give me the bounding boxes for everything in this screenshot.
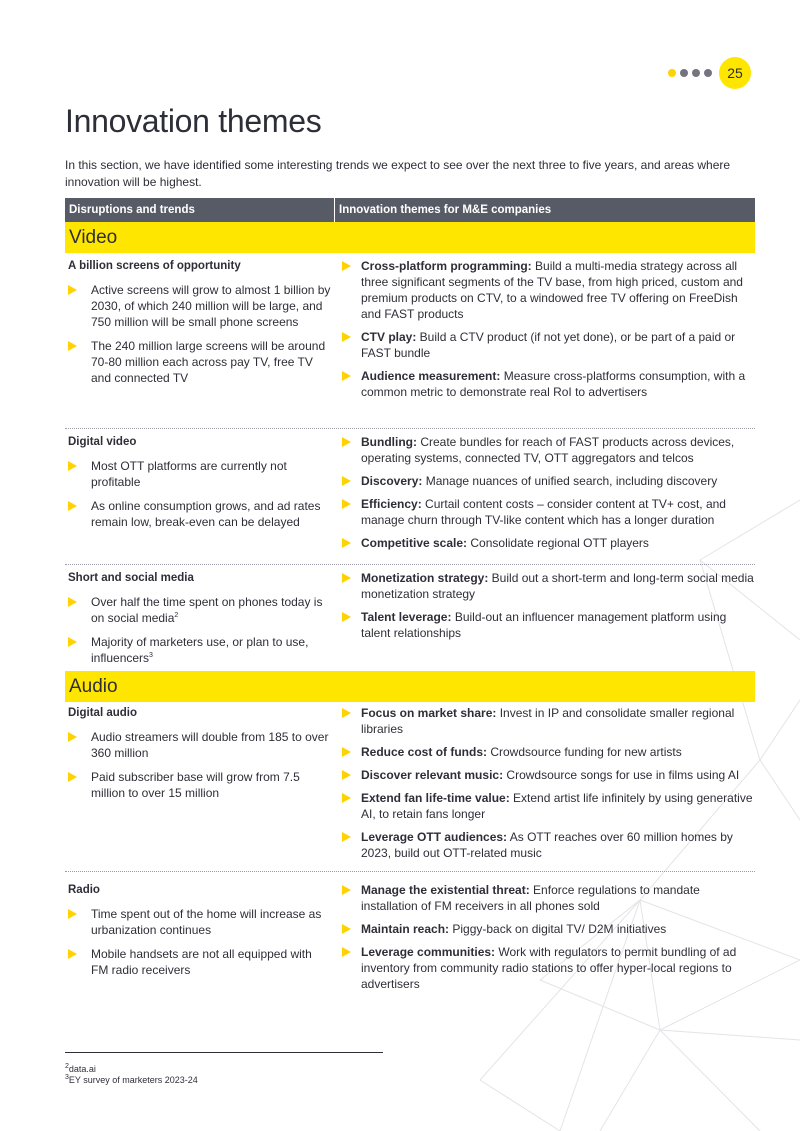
intro-paragraph: In this section, we have identified some interesting trends we expect to see over the next three to five years, and areas where innovation will be highest. [65, 158, 731, 189]
theme-item: Efficiency: Curtail content costs – consider content at TV+ cost, and manage churn through TV-like content which has a longer duration [339, 496, 755, 528]
bullet-triangle-icon [68, 949, 77, 959]
row-title: Short and social media [68, 572, 194, 584]
progress-dot [692, 69, 700, 77]
bullet-triangle-icon [68, 909, 77, 919]
trend-item: The 240 million large screens will be around 70-80 million each across pay TV, free TV and connected TV [65, 338, 331, 386]
header-innovation-themes: Innovation themes for M&E companies [339, 204, 552, 216]
table-header [65, 198, 755, 222]
footnote: $^2$data.ai [65, 1063, 96, 1074]
trend-item: Over half the time spent on phones today is on social media$^2$ [65, 594, 331, 626]
trend-item: Majority of marketers use, or plan to use, influencers$^3$ [65, 634, 331, 666]
page-indicator [668, 57, 751, 89]
footnotes [65, 1064, 198, 1086]
trend-item: Paid subscriber base will grow from 7.5 million to over 15 million [65, 769, 331, 801]
theme-item: Discover relevant music: Crowdsource songs for use in films using AI [339, 767, 755, 783]
header-disruptions: Disruptions and trends [65, 198, 335, 222]
trend-item: Time spent out of the home will increase as urbanization continues [65, 906, 331, 938]
theme-item: Extend fan life-time value: Extend artist life infinitely by using generative AI, to retain fans longer [339, 790, 755, 822]
section-video: Video [65, 222, 755, 253]
bullet-triangle-icon [68, 637, 77, 647]
trend-item: Active screens will grow to almost 1 billion by 2030, of which 240 million will be large, and 750 million will be small phone screens [65, 282, 331, 330]
table-row [65, 872, 755, 1012]
innovation-table [65, 198, 755, 1012]
progress-dot [680, 69, 688, 77]
bullet-triangle-icon [342, 261, 351, 271]
bullet-triangle-icon [342, 924, 351, 934]
theme-item: Maintain reach: Piggy-back on digital TV/ D2M initiatives [339, 921, 755, 937]
trend-item: As online consumption grows, and ad rates remain low, break-even can be delayed [65, 498, 331, 530]
trend-item: Most OTT platforms are currently not profitable [65, 458, 331, 490]
bullet-triangle-icon [68, 597, 77, 607]
bullet-triangle-icon [68, 772, 77, 782]
bullet-triangle-icon [342, 612, 351, 622]
theme-item: Leverage OTT audiences: As OTT reaches over 60 million homes by 2023, build out OTT-related music [339, 829, 755, 861]
theme-item: Manage the existential threat: Enforce regulations to mandate installation of FM receivers in all phones sold [339, 882, 755, 914]
bullet-triangle-icon [342, 708, 351, 718]
row-title: Radio [68, 884, 100, 896]
theme-item: Audience measurement: Measure cross-platforms consumption, with a common metric to demonstrate real RoI to advertisers [339, 368, 755, 400]
bullet-triangle-icon [68, 461, 77, 471]
footnote-ref: 3 [149, 652, 153, 659]
table-row [65, 253, 755, 429]
table-row [65, 565, 755, 671]
theme-item: Discovery: Manage nuances of unified search, including discovery [339, 473, 755, 489]
bullet-triangle-icon [342, 573, 351, 583]
bullet-triangle-icon [342, 885, 351, 895]
theme-item: Cross-platform programming: Build a multi-media strategy across all three significant segments of the TV base, from high priced, custom and premium products on CTV, to a windowed free TV offering on FreeDish and FAST products [339, 258, 755, 322]
footnote-divider [65, 1052, 383, 1053]
row-title: A billion screens of opportunity [68, 260, 241, 272]
theme-item: Monetization strategy: Build out a short-term and long-term social media monetization strategy [339, 570, 755, 602]
page-title: Innovation themes [65, 103, 322, 139]
bullet-triangle-icon [342, 499, 351, 509]
footnote-ref: 2 [174, 612, 179, 619]
theme-item: Leverage communities: Work with regulators to permit bundling of ad inventory from community radio stations to offer hyper-local regions to advertisers [339, 944, 755, 992]
trend-item: Mobile handsets are not all equipped with FM radio receivers [65, 946, 331, 978]
bullet-triangle-icon [68, 341, 77, 351]
bullet-triangle-icon [342, 793, 351, 803]
page-number: 25 [719, 57, 751, 89]
bullet-triangle-icon [342, 770, 351, 780]
row-title: Digital video [68, 436, 137, 448]
bullet-triangle-icon [342, 947, 351, 957]
theme-item: Bundling: Create bundles for reach of FAST products across devices, operating systems, connected TV, OTT aggregators and telcos [339, 434, 755, 466]
bullet-triangle-icon [342, 437, 351, 447]
bullet-triangle-icon [68, 732, 77, 742]
bullet-triangle-icon [342, 832, 351, 842]
theme-item: CTV play: Build a CTV product (if not yet done), or be part of a paid or FAST bundle [339, 329, 755, 361]
table-row [65, 702, 755, 872]
theme-item: Competitive scale: Consolidate regional OTT players [339, 535, 755, 551]
bullet-triangle-icon [342, 371, 351, 381]
theme-item: Talent leverage: Build-out an influencer management platform using talent relationships [339, 609, 755, 641]
theme-item: Reduce cost of funds: Crowdsource funding for new artists [339, 744, 755, 760]
table-row [65, 429, 755, 565]
progress-dot [704, 69, 712, 77]
row-title: Digital audio [68, 707, 137, 719]
bullet-triangle-icon [342, 747, 351, 757]
trend-item: Audio streamers will double from 185 to over 360 million [65, 729, 331, 761]
bullet-triangle-icon [68, 501, 77, 511]
bullet-triangle-icon [68, 285, 77, 295]
section-audio: Audio [65, 671, 755, 702]
theme-item: Focus on market share: Invest in IP and consolidate smaller regional libraries [339, 705, 755, 737]
bullet-triangle-icon [342, 476, 351, 486]
bullet-triangle-icon [342, 538, 351, 548]
bullet-triangle-icon [342, 332, 351, 342]
progress-dot [668, 69, 676, 77]
footnote: $^3$EY survey of marketers 2023-24 [65, 1074, 198, 1085]
